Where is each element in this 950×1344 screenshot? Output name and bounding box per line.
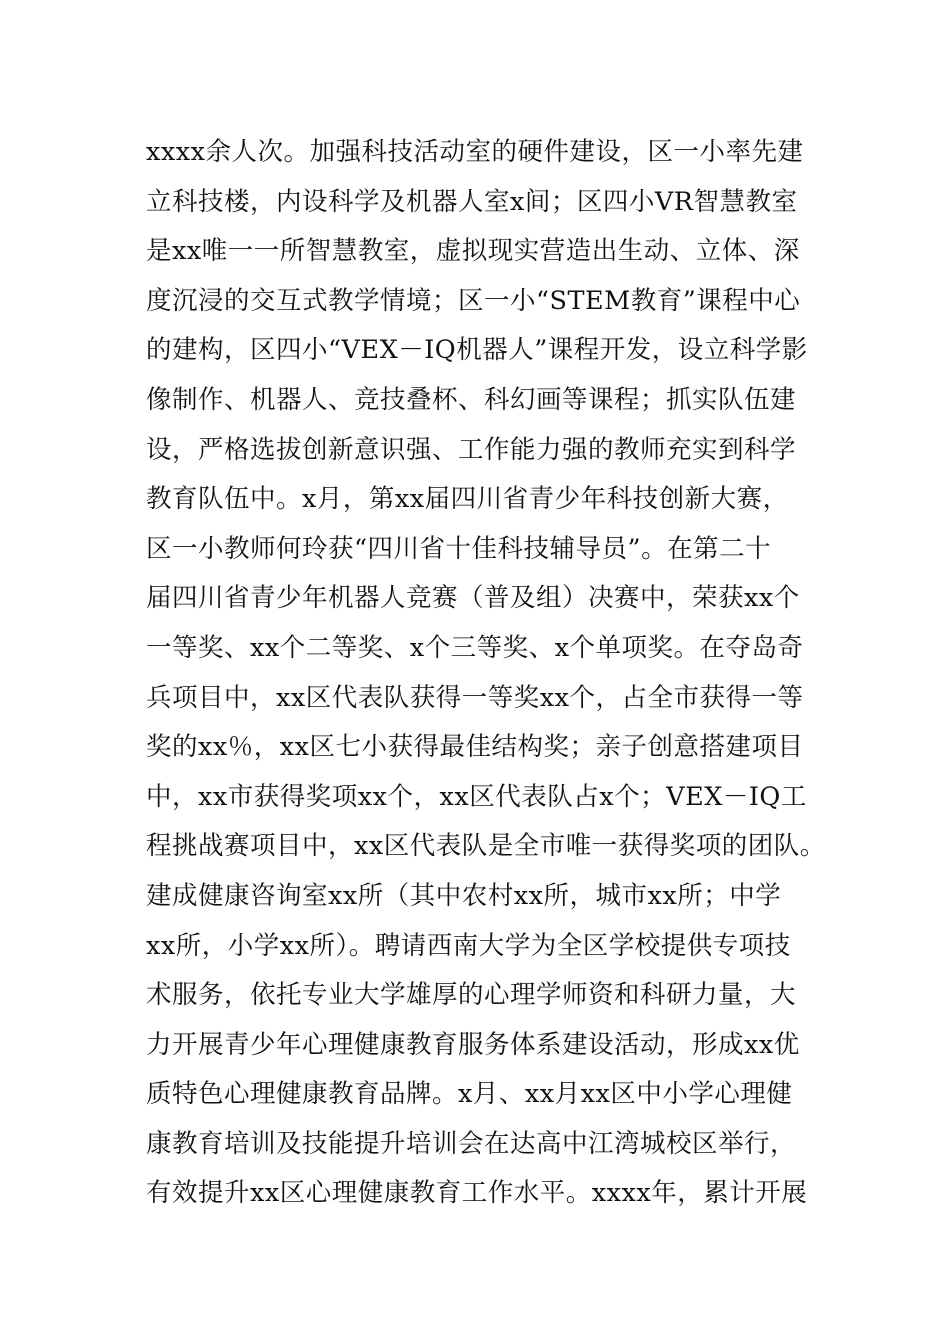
text-line: 立科技楼，内设科学及机器人室x间；区四小VR智慧教室: [146, 186, 798, 217]
text-line: xx所，小学xx所）。聘请西南大学为全区学校提供专项技: [146, 930, 791, 961]
text-line: 的建构，区四小“VEX－IQ机器人”课程开发，设立科学影: [146, 335, 808, 366]
text-line: 有效提升xx区心理健康教育工作水平。xxxx年，累计开展: [146, 1178, 808, 1209]
text-line: 像制作、机器人、竞技叠杯、科幻画等课程；抓实队伍建: [146, 384, 797, 415]
text-line: 康教育培训及技能提升培训会在达高中江湾城校区举行，: [146, 1128, 797, 1159]
text-line: 程挑战赛项目中，xx区代表队是全市唯一获得奖项的团队。: [146, 831, 826, 862]
text-line: 兵项目中，xx区代表队获得一等奖xx个，占全市获得一等: [146, 682, 804, 713]
body-text: [146, 128, 846, 1219]
text-line: 力开展青少年心理健康教育服务体系建设活动，形成xx优: [146, 1029, 800, 1060]
text-line: 奖的xx％，xx区七小获得最佳结构奖；亲子创意搭建项目: [146, 732, 804, 763]
text-line: 届四川省青少年机器人竞赛（普及组）决赛中，荣获xx个: [146, 583, 800, 614]
text-line: 建成健康咨询室xx所（其中农村xx所，城市xx所；中学: [146, 880, 782, 911]
text-line: 设，严格选拔创新意识强、工作能力强的教师充实到科学: [146, 434, 797, 465]
text-line: 是xx唯一一所智慧教室，虚拟现实营造出生动、立体、深: [146, 236, 800, 267]
text-line: 度沉浸的交互式教学情境；区一小“STEM教育”课程中心: [146, 285, 801, 316]
text-line: 区一小教师何玲获“四川省十佳科技辅导员”。在第二十: [146, 533, 772, 564]
text-line: 一等奖、xx个二等奖、x个三等奖、x个单项奖。在夺岛奇: [146, 632, 804, 663]
text-line: 中，xx市获得奖项xx个，xx区代表队占x个；VEX－IQ工: [146, 781, 807, 812]
text-line: 质特色心理健康教育品牌。x月、xx月xx区中小学心理健: [146, 1079, 793, 1110]
text-line: 术服务，依托专业大学雄厚的心理学师资和科研力量，大: [146, 980, 797, 1011]
text-line: 教育队伍中。x月，第xx届四川省青少年科技创新大赛，: [146, 484, 789, 515]
text-line: xxxx余人次。加强科技活动室的硬件建设，区一小率先建: [146, 137, 804, 167]
